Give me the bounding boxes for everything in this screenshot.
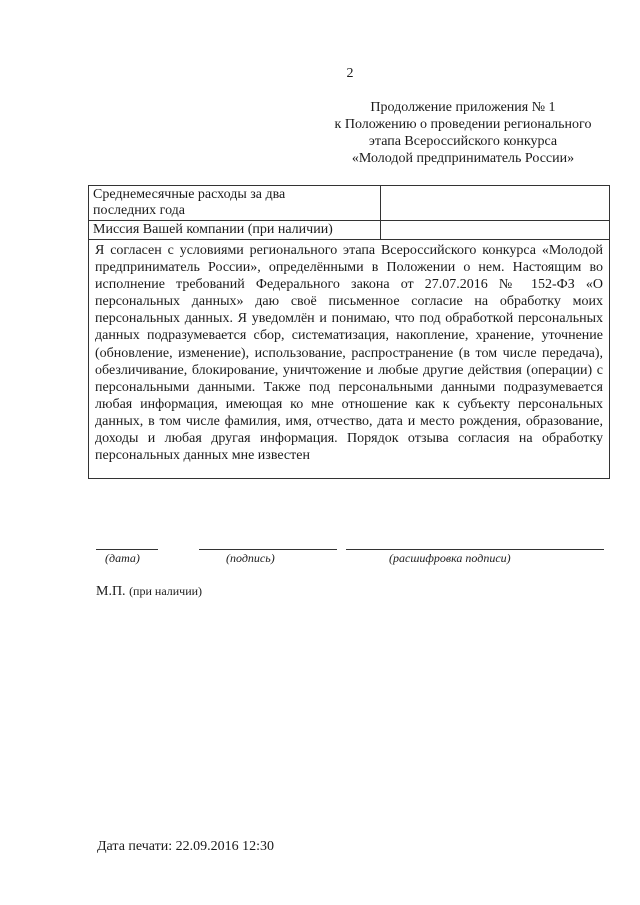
print-date: Дата печати: 22.09.2016 12:30 [97, 839, 275, 854]
stamp-placeholder [96, 584, 202, 600]
signature-decoding-line [346, 549, 604, 550]
mission-row [89, 221, 609, 240]
mission-label: Миссия Вашей компании (при наличии) [89, 221, 381, 239]
signature-decoding-label: (расшифровка подписи) [389, 551, 511, 565]
page-number: 2 [346, 66, 354, 81]
application-table [88, 185, 610, 479]
date-signature-line [96, 549, 158, 550]
expenses-value-field[interactable] [381, 186, 609, 220]
appendix-header [300, 99, 626, 167]
stamp-label: М.П. [96, 584, 126, 599]
signature-line [199, 549, 337, 550]
date-label: (дата) [105, 551, 140, 565]
header-line: к Положению о проведении регионального [334, 117, 592, 132]
header-line: Продолжение приложения № 1 [370, 100, 556, 115]
expenses-label [89, 186, 381, 220]
expenses-row [89, 186, 609, 221]
stamp-note: (при наличии) [129, 584, 203, 598]
expenses-label-line: Среднемесячные расходы за два [93, 187, 286, 202]
header-line: этапа Всероссийского конкурса [368, 134, 558, 149]
signature-label: (подпись) [226, 551, 275, 565]
header-line: «Молодой предприниматель России» [351, 151, 575, 166]
mission-value-field[interactable] [381, 221, 609, 239]
consent-text: Я согласен с условиями регионального этапа Всероссийского конкурса «Молодой предприниматель России», определёнными в Положении о нем. Настоящим во исполнение требований Федерального закона от 27.07.2016 № 152-ФЗ «О персональных данных» даю своё письменное согласие на обработку моих персональных данных. Я уведомлён и понимаю, что под обработкой персональных данных подразумевается сбор, систематизация, накопление, хранение, уточнение (обновление, изменение), использование, распространение (в том числе передача), обезличивание, блокирование, уничтожение и любые другие действия (операции) с персональными данными. Также под персональными данными подразумевается любая информация, имеющая ко мне отношение как к субъекту персональных данных, в том числе фамилия, имя, отчество, дата и место рождения, образование, доходы и любая другая информация. Порядок отзыва согласия на обработку персональных данных мне известен [95, 243, 603, 464]
expenses-label-line: последних года [93, 203, 186, 218]
